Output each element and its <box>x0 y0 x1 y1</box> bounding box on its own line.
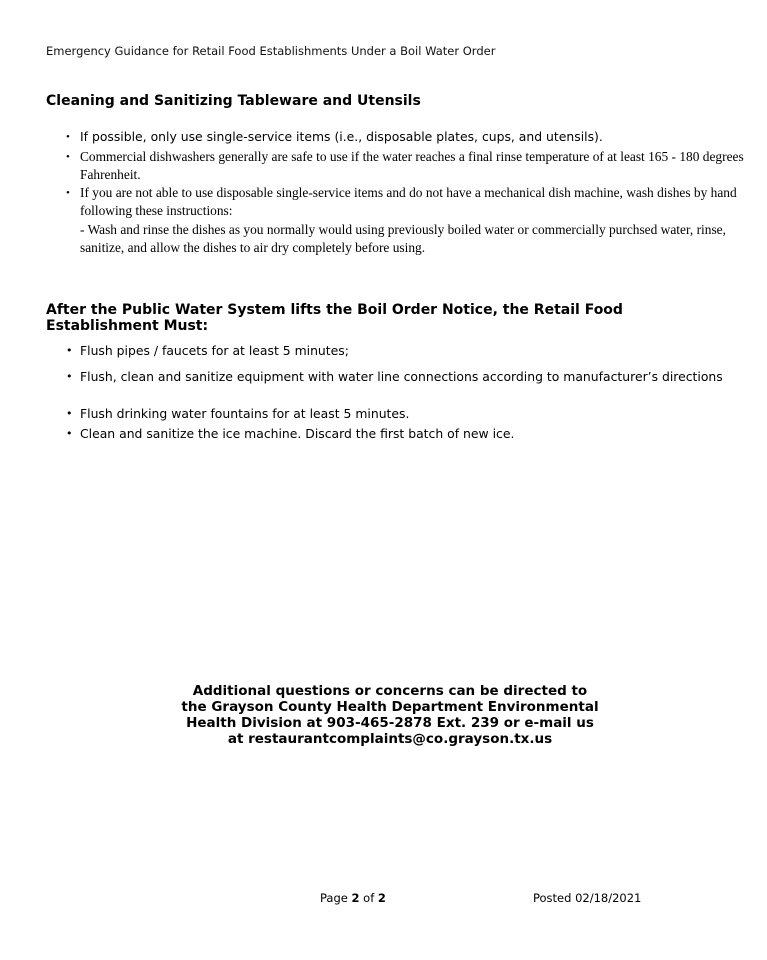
list-item: • Flush, clean and sanitize equipment with water line connections according to manufacturer’s directions <box>66 369 723 384</box>
bullet-icon: • <box>66 407 73 420</box>
handwash-instruction: - Wash and rinse the dishes as you normally would using previously boiled water or commercially purchsed water, rinse, sanitize, and allow the dishes to air dry completely before using. <box>80 222 726 255</box>
page-number: Page 2 of 2 <box>320 891 386 905</box>
contact-info: Additional questions or concerns can be directed to the Grayson County Health Department Environmental Health Division at 903-465-2878 Ext. 239 or e-mail us at restaurantcomplaints@co.grayson.tx.us <box>181 683 599 747</box>
bullet-icon: • <box>66 151 70 163</box>
list-item: • Commercial dishwashers generally are safe to use if the water reaches a final rinse temperature of at least 165 - 180 degrees Fahrenheit. <box>66 149 744 182</box>
list-item: • Clean and sanitize the ice machine. Discard the first batch of new ice. <box>66 426 515 441</box>
bullet-icon: • <box>66 344 73 357</box>
after-boil-order-list <box>66 343 760 442</box>
section-heading-after-boil-order: After the Public Water System lifts the Boil Order Notice, the Retail Food Establishment Must: <box>46 302 623 334</box>
list-item: • Flush drinking water fountains for at least 5 minutes. <box>66 406 410 421</box>
bullet-icon: • <box>66 187 70 199</box>
bullet-icon: • <box>66 131 70 143</box>
bullet-icon: • <box>66 427 73 440</box>
list-item: • Flush pipes / faucets for at least 5 minutes; <box>66 343 349 358</box>
posted-date: Posted 02/18/2021 <box>533 891 642 905</box>
bullet-icon: • <box>66 370 73 383</box>
tableware-list <box>66 128 760 220</box>
document-header: Emergency Guidance for Retail Food Establishments Under a Boil Water Order <box>46 44 496 58</box>
list-item: • If you are not able to use disposable single-service items and do not have a mechanical dish machine, wash dishes by hand following these instructions: <box>66 185 737 218</box>
list-item: • If possible, only use single-service items (i.e., disposable plates, cups, and utensils). <box>66 129 603 144</box>
section-heading-tableware: Cleaning and Sanitizing Tableware and Utensils <box>46 93 421 109</box>
